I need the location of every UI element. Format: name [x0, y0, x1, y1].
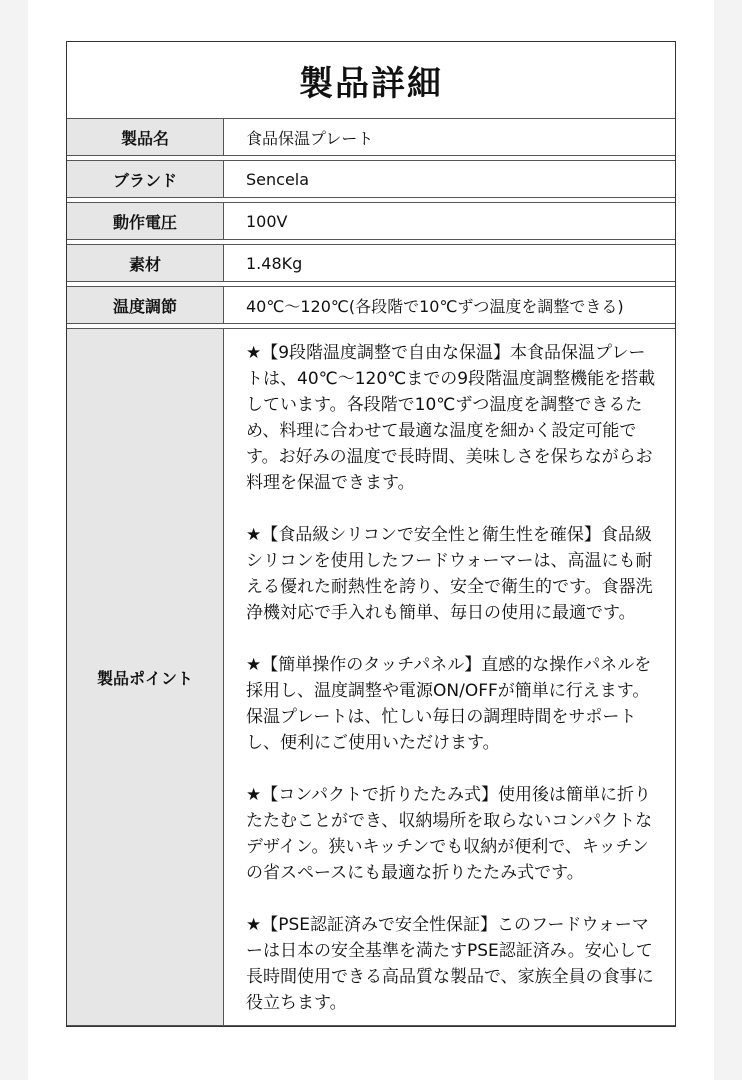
page-title: 製品詳細	[299, 63, 443, 104]
row-label: 温度調節	[67, 287, 224, 323]
point-paragraph: ★【PSE認証済みで安全性保証】このフードウォーマーは日本の安全基準を満たすPSE認証済み。安心して長時間使用できる高品質な製品で、家族全員の食事に役立ちます。	[246, 915, 654, 1013]
row-value: 40℃～120℃(各段階で10℃ずつ温度を調整できる)	[246, 296, 624, 316]
row-product-points	[67, 328, 675, 1026]
row-label: 素材	[67, 245, 224, 281]
point-paragraph: ★【食品級シリコンで安全性と衛生性を確保】食品級シリコンを使用したフードウォーマーは、高温にも耐える優れた耐熱性を誇り、安全で衛生的です。食器洗浄機対応で手入れも簡単、毎日の使用に最適です。	[246, 525, 653, 623]
row-value: 1.48Kg	[246, 253, 303, 273]
row-brand	[67, 160, 675, 198]
row-temperature	[67, 286, 675, 324]
row-label: 動作電圧	[67, 203, 224, 239]
row-label: ブランド	[67, 161, 224, 197]
point-paragraph: ★【コンパクトで折りたたみ式】使用後は簡単に折りたたむことができ、収納場所を取らないコンパクトなデザイン。狭いキッチンでも収納が便利で、キッチンの省スペースにも最適な折りたたみ式です。	[246, 785, 653, 883]
row-product-name	[67, 118, 675, 156]
product-details-table	[66, 41, 676, 1027]
row-value: 食品保温プレート	[246, 128, 374, 148]
point-paragraph: ★【簡単操作のタッチパネル】直感的な操作パネルを採用し、温度調整や電源ON/OFFが簡単に行えます。保温プレートは、忙しい毎日の調理時間をサポートし、便利にご使用いただけます。	[246, 655, 652, 753]
points-list	[246, 340, 661, 1016]
row-material	[67, 244, 675, 282]
row-label: 製品名	[67, 119, 224, 155]
row-label: 製品ポイント	[67, 329, 224, 1025]
row-value: 100V	[246, 211, 288, 231]
table-title-row	[67, 42, 675, 118]
point-paragraph: ★【9段階温度調整で自由な保温】本食品保温プレートは、40℃～120℃までの9段階温度調整機能を搭載しています。各段階で10℃ずつ温度を調整できるため、料理に合わせて最適な温度を細かく設定可能です。お好みの温度で長時間、美味しさを保ちながらお料理を保温できます。	[246, 343, 656, 493]
row-voltage	[67, 202, 675, 240]
row-value	[224, 329, 675, 1025]
row-value: Sencela	[246, 169, 310, 189]
